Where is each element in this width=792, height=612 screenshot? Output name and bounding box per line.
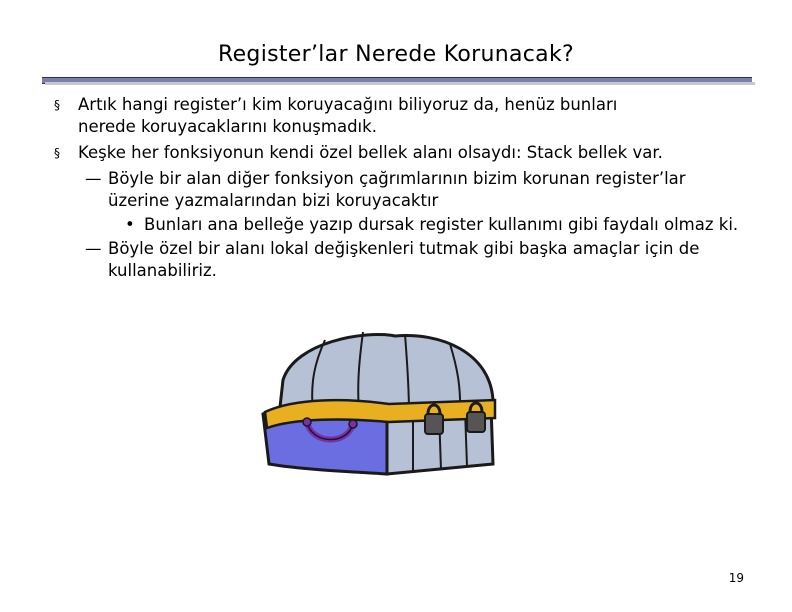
bullet-marker: § [54,146,60,160]
bullet-item [0,94,680,138]
title-underline-shadow [45,82,755,85]
dash-marker: — [85,169,102,188]
sub-bullet-item [0,168,750,212]
bullet-text: Keşke her fonksiyonun kendi özel bellek alanı olsaydı: Stack bellek var. [78,143,663,162]
dot-marker: • [125,215,135,234]
treasure-chest-icon [255,322,505,482]
bullet-text: Artık hangi register’ı kim koruyacağını biliyoruz da, henüz bunları nerede koruyacaklarını konuşmadık. [78,95,618,136]
sub-sub-bullet-text: Bunları ana belleğe yazıp dursak register kullanımı gibi faydalı olmaz ki. [144,215,739,234]
sub-bullet-text: Böyle özel bir alanı lokal değişkenleri tutmak gibi başka amaçlar için de kullanabiliriz. [108,239,700,280]
bullet-item [0,142,680,164]
slide-body [0,94,792,284]
page-number: 19 [728,571,744,585]
slide-title: Register’lar Nerede Korunacak? [218,42,574,67]
sub-bullet-item [0,238,750,282]
dash-marker: — [85,239,102,258]
sub-bullet-text: Böyle bir alan diğer fonksiyon çağrımlarının bizim korunan register’lar üzerine yazmalarından bizi koruyacaktır [108,169,686,210]
sub-sub-bullet-item [0,214,740,236]
bullet-marker: § [54,98,60,112]
